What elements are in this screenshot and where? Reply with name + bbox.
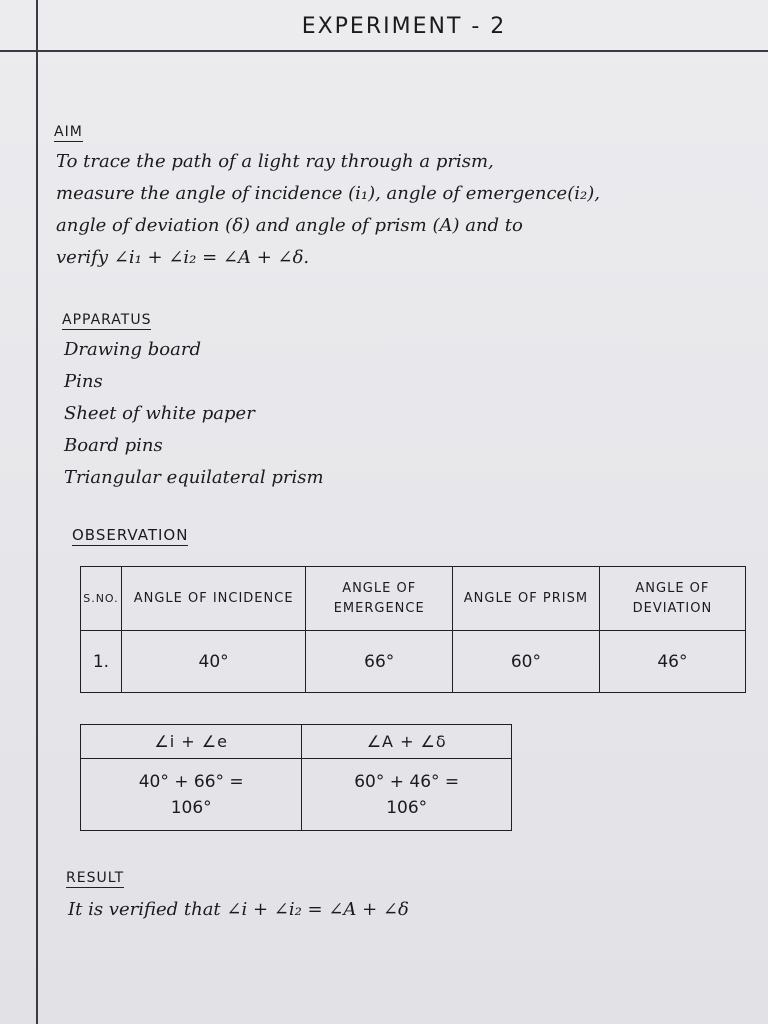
column-header-emergence [306,567,453,631]
cell-emergence: 66° [306,631,453,693]
cell-text: 40° + 66° = 106° [138,771,244,818]
result-text: It is verified that ∠i + ∠i₂ = ∠A + ∠δ [68,899,409,920]
cell-sum-ad [302,759,512,831]
table-header-row [81,725,512,759]
aim-line-3: angle of deviation (δ) and angle of prism (A) and to [56,215,523,236]
verification-table [80,724,512,831]
observation-heading: OBSERVATION [72,526,189,544]
observation-table [80,566,746,693]
cell-sno: 1. [81,631,122,693]
table-row [81,759,512,831]
margin-line [36,0,38,1024]
apparatus-item: Board pins [64,435,163,456]
page-title: EXPERIMENT - 2 [301,14,507,39]
column-header-label: ANGLE OF EMERGENCE [333,580,425,616]
apparatus-heading: APPARATUS [62,312,152,328]
aim-line-1: To trace the path of a light ray through a prism, [56,151,494,172]
aim-heading: AIM [54,124,83,140]
cell-deviation: 46° [599,631,745,693]
result-heading: RESULT [66,870,125,886]
table-header-row [81,567,746,631]
column-header-label: ANGLE OF DEVIATION [632,580,713,616]
aim-line-2: measure the angle of incidence (i₁), angle of emergence(i₂), [56,183,600,204]
column-header-deviation [599,567,745,631]
cell-incidence: 40° [121,631,306,693]
apparatus-item: Sheet of white paper [64,403,255,424]
cell-text: 60° + 46° = 106° [354,771,460,818]
column-header-prism [453,567,600,631]
column-header-sum-ie: ∠i + ∠e [81,725,302,759]
column-header-incidence [121,567,306,631]
cell-sum-ie [81,759,302,831]
apparatus-item: Triangular equilateral prism [64,467,324,488]
top-rule [0,50,768,52]
apparatus-item: Drawing board [64,339,201,360]
table-row [81,631,746,693]
column-header-sno: S.NO. [81,567,122,631]
column-header-label: ANGLE OF PRISM [463,590,589,606]
column-header-sum-ad: ∠A + ∠δ [302,725,512,759]
apparatus-item: Pins [64,371,103,392]
column-header-label: ANGLE OF INCIDENCE [133,590,294,606]
cell-prism: 60° [453,631,600,693]
aim-line-4: verify ∠i₁ + ∠i₂ = ∠A + ∠δ. [56,247,310,268]
